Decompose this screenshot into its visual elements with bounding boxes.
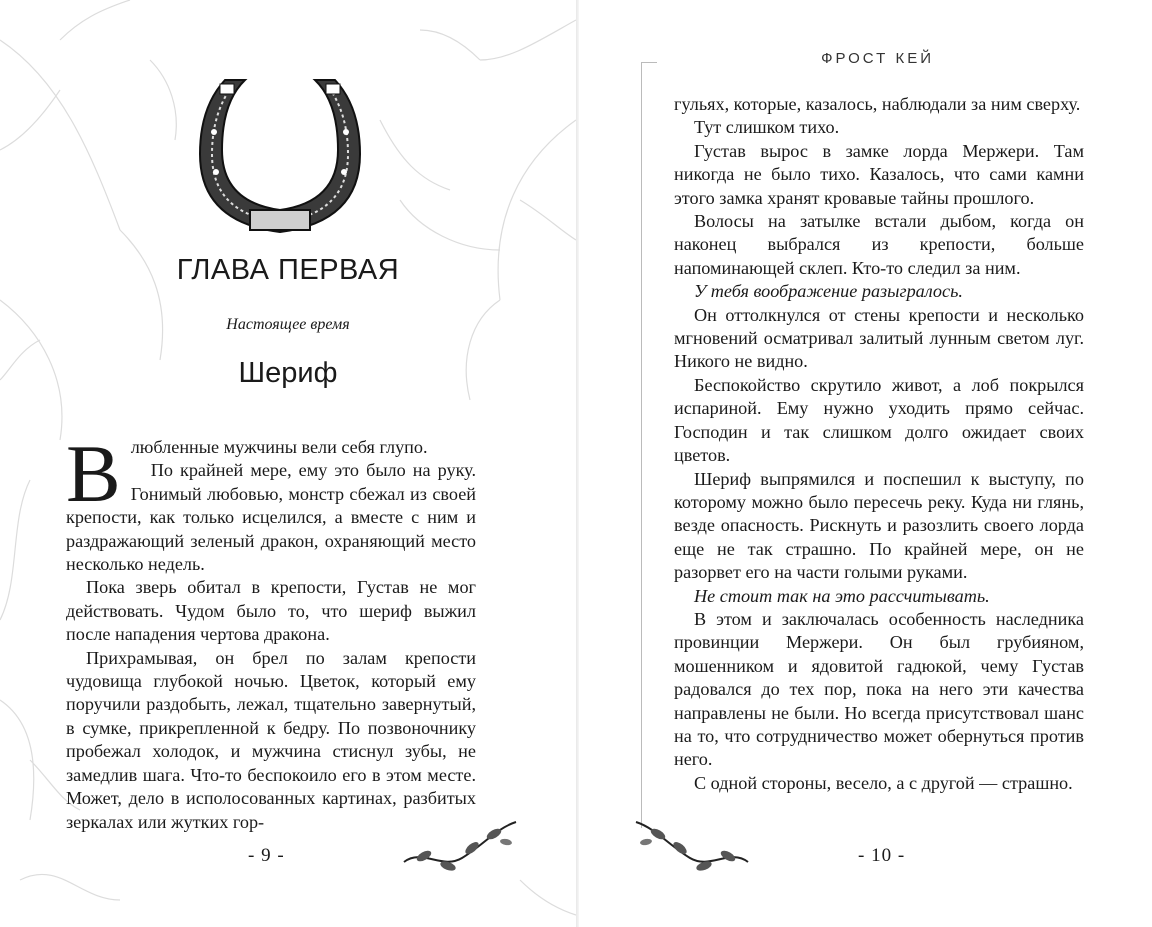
paragraph: Волосы на затылке встали дыбом, когда он наконец выбрался из крепости, больше напоминающей склеп. Кто-то следил за ним.: [674, 211, 1084, 278]
page-number: - 9 -: [248, 845, 285, 866]
paragraph-text: любленные мужчины вели себя глупо.: [130, 437, 428, 457]
section-name: Шериф: [238, 357, 338, 389]
paragraph: гульях, которые, казалось, наблюдали за ним сверху.: [674, 94, 1081, 114]
paragraph: Он оттолкнулся от стены крепости и несколько мгновений осматривал залитый лунным светом луг. Никого не видно.: [674, 304, 1084, 372]
vine-ornament-icon: [402, 818, 520, 880]
paragraph: Не стоит так на это рассчитывать.: [694, 585, 990, 606]
paragraph: Шериф выпрямился и поспешил к выступу, по которому можно было пересечь реку. Куда ни глянь, везде опасность. Рискнуть и разозлить своего лорда еще не так страшно. По крайней мере, он не разорвет его на части голыми руками.: [674, 468, 1084, 583]
time-label: Настоящее время: [226, 316, 350, 333]
running-head: ФРОСТ КЕЙ: [821, 50, 934, 67]
paragraph: По крайней мере, ему это было на руку. Гонимый любовью, монстр сбежал из своей крепости, как только исцелился, а вместе с ним и раздражающий зеленый дракон, охраняющий место несколько недель.: [66, 460, 476, 575]
paragraph: Беспокойство скрутило живот, а лоб покрылся испариной. Ему нужно уходить прямо сейчас. Господин и так слишком долго ожидает своих цветов.: [674, 374, 1084, 466]
right-text-block: [674, 93, 1084, 795]
paragraph: С одной стороны, весело, а с другой — страшно.: [694, 772, 1073, 793]
horseshoe-icon: [190, 72, 370, 244]
left-text-block: [66, 428, 476, 834]
chapter-title: ГЛАВА ПЕРВАЯ: [176, 254, 400, 286]
paragraph: В этом и заключалась особенность наследника провинции Мержери. Он был грубияном, мошенником и ядовитой гадюкой, чему Густав радовался до тех пор, пока на него эти качества направлены не были. Но всегда присутствовал шанс на то, что сотрудничество может обернуться против него.: [674, 608, 1084, 770]
paragraph: Густав вырос в замке лорда Мержери. Там никогда не было тихо. Казалось, что сами камни этого замка хранят кровавые тайны прошлого.: [674, 140, 1084, 208]
vine-ornament-icon: [632, 818, 750, 880]
paragraph: Тут слишком тихо.: [694, 117, 840, 138]
drop-cap: В: [66, 428, 121, 519]
margin-rule-tick: [641, 62, 657, 63]
page-number: - 10 -: [858, 845, 906, 866]
margin-rule: [641, 62, 642, 828]
paragraph: Прихрамывая, он брел по залам крепости чудовища глубокой ночью. Цветок, который ему поручили раздобыть, лежал, тщательно завернутый, в сумке, прикрепленной к бедру. По позвоночнику пробежал холодок, и мужчина стиснул зубы, не замедлив шага. Что-то беспокоило его в этом месте. Может, дело в исполосованных картинах, разбитых зеркалах или жутких гор-: [66, 647, 476, 832]
paragraph: У тебя воображение разыгралось.: [694, 281, 963, 302]
paragraph: Пока зверь обитал в крепости, Густав не мог действовать. Чудом было то, что шериф выжил после нападения чертова дракона.: [66, 577, 476, 645]
